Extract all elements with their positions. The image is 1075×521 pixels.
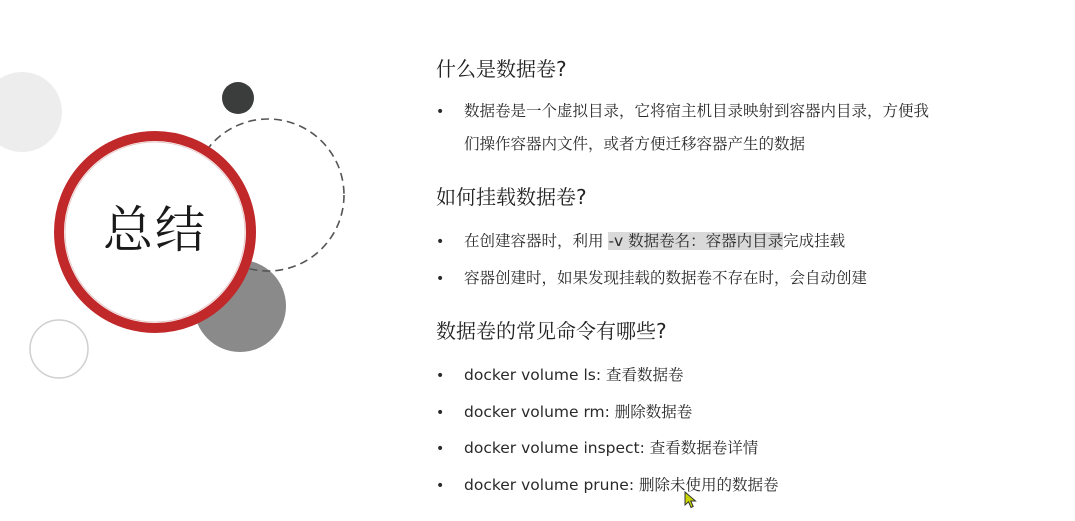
list-item — [436, 396, 692, 430]
list-item-text: docker volume prune: 删除未使用的数据卷 — [464, 476, 779, 494]
bullet: • — [436, 368, 445, 384]
section-heading-what: 什么是数据卷? — [436, 57, 567, 81]
outline-small-circle — [30, 320, 88, 378]
list-item — [436, 225, 845, 259]
list-item — [436, 262, 867, 296]
bullet: • — [436, 104, 445, 120]
list-item-line-2: 们操作容器内文件，或者方便迁移容器产生的数据 — [464, 135, 806, 153]
list-item-text: docker volume ls: 查看数据卷 — [464, 366, 684, 384]
list-item-text-before: 在创建容器时，利用 — [464, 232, 609, 250]
mouse-cursor-icon — [684, 491, 698, 509]
light-gray-circle — [0, 72, 62, 152]
list-item-text-after: 完成挂载 — [783, 232, 846, 250]
list-item-text: docker volume inspect: 查看数据卷详情 — [464, 439, 759, 457]
section-heading-how: 如何挂载数据卷? — [436, 185, 587, 209]
dark-small-circle — [222, 82, 254, 114]
list-item-text: 容器创建时，如果发现挂载的数据卷不存在时，会自动创建 — [464, 269, 868, 287]
slide-title: 总结 — [103, 201, 207, 259]
list-item — [436, 359, 683, 393]
bullet: • — [436, 405, 445, 421]
bullet: • — [436, 478, 445, 494]
highlighted-command: -v 数据卷名：容器内目录 — [608, 232, 784, 250]
bullet: • — [436, 441, 445, 457]
section-heading-commands: 数据卷的常见命令有哪些? — [436, 319, 667, 343]
bullet: • — [436, 234, 445, 250]
list-item — [436, 95, 929, 161]
list-item — [436, 469, 779, 503]
list-item-text: docker volume rm: 删除数据卷 — [464, 403, 693, 421]
bullet: • — [436, 271, 445, 287]
list-item — [436, 432, 758, 466]
list-item-line-1: 数据卷是一个虚拟目录，它将宿主机目录映射到容器内目录，方便我 — [464, 102, 930, 120]
